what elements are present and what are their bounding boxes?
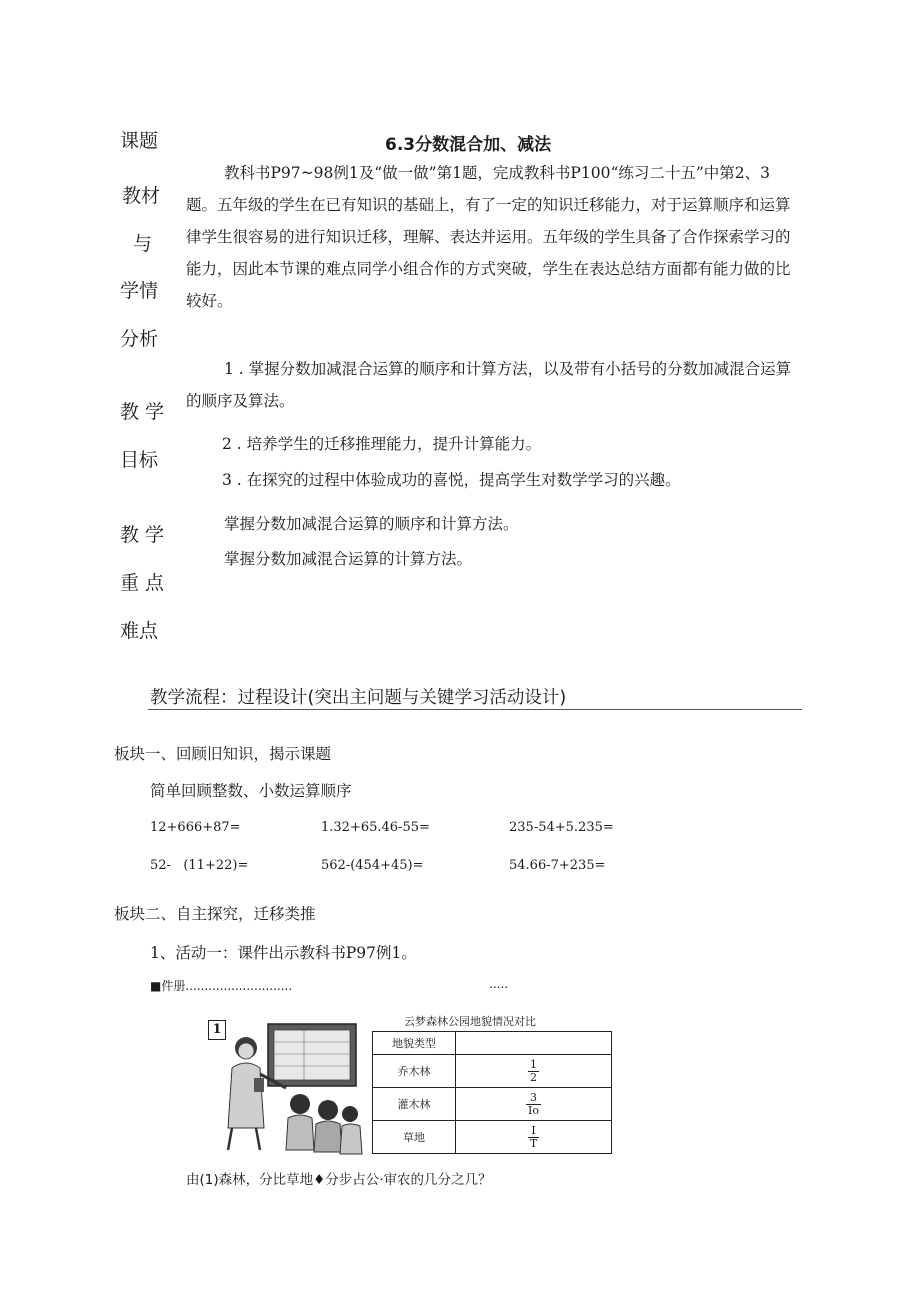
- teacher-children-drawing: [204, 1018, 364, 1158]
- label-focus-1: 教 学: [120, 524, 165, 546]
- fraction-denominator: 2: [530, 1070, 537, 1084]
- key-point: 掌握分数加减混合运算的顺序和计算方法。: [224, 515, 519, 533]
- goal-item-3: 3 . 在探究的过程中体验成功的喜悦，提高学生对数学学习的兴趣。: [222, 471, 681, 489]
- label-material-1: 教材: [122, 185, 161, 207]
- expr-2-1: 52- (11+22)=: [150, 858, 249, 873]
- terrain-table: [372, 1031, 612, 1154]
- fraction-numerator: I: [528, 1125, 539, 1138]
- expr-1-2: 1.32+65.46-55=: [321, 820, 430, 835]
- table-header-type: 地貌类型: [373, 1032, 456, 1055]
- table-cell-type: 灌木林: [373, 1088, 456, 1121]
- expr-1-3: 235-54+5.235=: [509, 820, 614, 835]
- table-cell-fraction: [456, 1121, 612, 1154]
- fraction-denominator: T: [529, 1136, 538, 1150]
- fraction-numerator: 3: [526, 1092, 541, 1105]
- table-cell-fraction: [456, 1088, 612, 1121]
- table-header-value: [456, 1032, 612, 1055]
- table-cell-type: 草地: [373, 1121, 456, 1154]
- expr-2-3: 54.66-7+235=: [509, 858, 606, 873]
- courseware-note-dots: .....: [489, 977, 509, 991]
- label-material-4: 分析: [120, 328, 159, 350]
- analysis-paragraph: 教科书P97~98例1及“做一做”第1题，完成教科书P100“练习二十五”中第2、3题。五年级的学生在已有知识的基础上，有了一定的知识迁移能力，对于运算顺序和运算律学生很容易的进行知识迁移，理解、表达并运用。五年级的学生具备了合作探索学习的能力，因此本节课的难点同学小组合作的方式突破，学生在表达总结方面都有能力做的比较好。: [186, 164, 791, 310]
- process-heading: 教学流程：过程设计(突出主问题与关键学习活动设计): [150, 688, 567, 708]
- table-header-row: [373, 1032, 612, 1055]
- block2-title: 板块二、自主探究，迁移类推: [114, 905, 316, 923]
- goal-item-2: 2 . 培养学生的迁移推理能力，提升计算能力。: [222, 435, 542, 453]
- expr-1-1: 12+666+87=: [150, 820, 241, 835]
- lesson-title: 6.3分数混合加、减法: [385, 135, 552, 155]
- table-row: [373, 1088, 612, 1121]
- table-row: [373, 1055, 612, 1088]
- block1-intro: 简单回顾整数、小数运算顺序: [150, 782, 352, 800]
- fraction-numerator: 1: [530, 1057, 537, 1071]
- label-goal-2: 目标: [120, 449, 159, 471]
- heading-divider: [148, 709, 802, 710]
- example-question: 由(1)森林，分比草地♦分步占公·审农的几分之几？: [186, 1172, 492, 1188]
- label-topic: 课题: [120, 130, 159, 152]
- label-focus-2: 重 点: [120, 572, 165, 594]
- fraction-denominator: Io: [528, 1103, 539, 1117]
- table-row: [373, 1121, 612, 1154]
- table-cell-type: 乔木林: [373, 1055, 456, 1088]
- label-goal-1: 教 学: [120, 401, 165, 423]
- courseware-note: ■件册............................: [150, 979, 293, 993]
- label-material-3: 学情: [120, 280, 159, 302]
- label-material-2: 与: [133, 233, 153, 255]
- table-cell-fraction: [456, 1055, 612, 1088]
- goal-item-1: 1 . 掌握分数加减混合运算的顺序和计算方法，以及带有小括号的分数加减混合运算的顺序及算法。: [186, 360, 792, 410]
- expr-2-2: 562-(454+45)=: [321, 858, 424, 873]
- difficulty: 掌握分数加减混合运算的计算方法。: [224, 550, 473, 568]
- textbook-illustration: [204, 1018, 364, 1158]
- activity-one: 1、活动一：课件出示教科书P97例1。: [150, 944, 417, 962]
- table-caption: 云梦森林公园地貌情况对比: [404, 1015, 536, 1028]
- label-focus-3: 难点: [120, 620, 159, 642]
- example-number-badge: 1: [208, 1020, 226, 1040]
- block1-title: 板块一、回顾旧知识，揭示课题: [114, 745, 332, 763]
